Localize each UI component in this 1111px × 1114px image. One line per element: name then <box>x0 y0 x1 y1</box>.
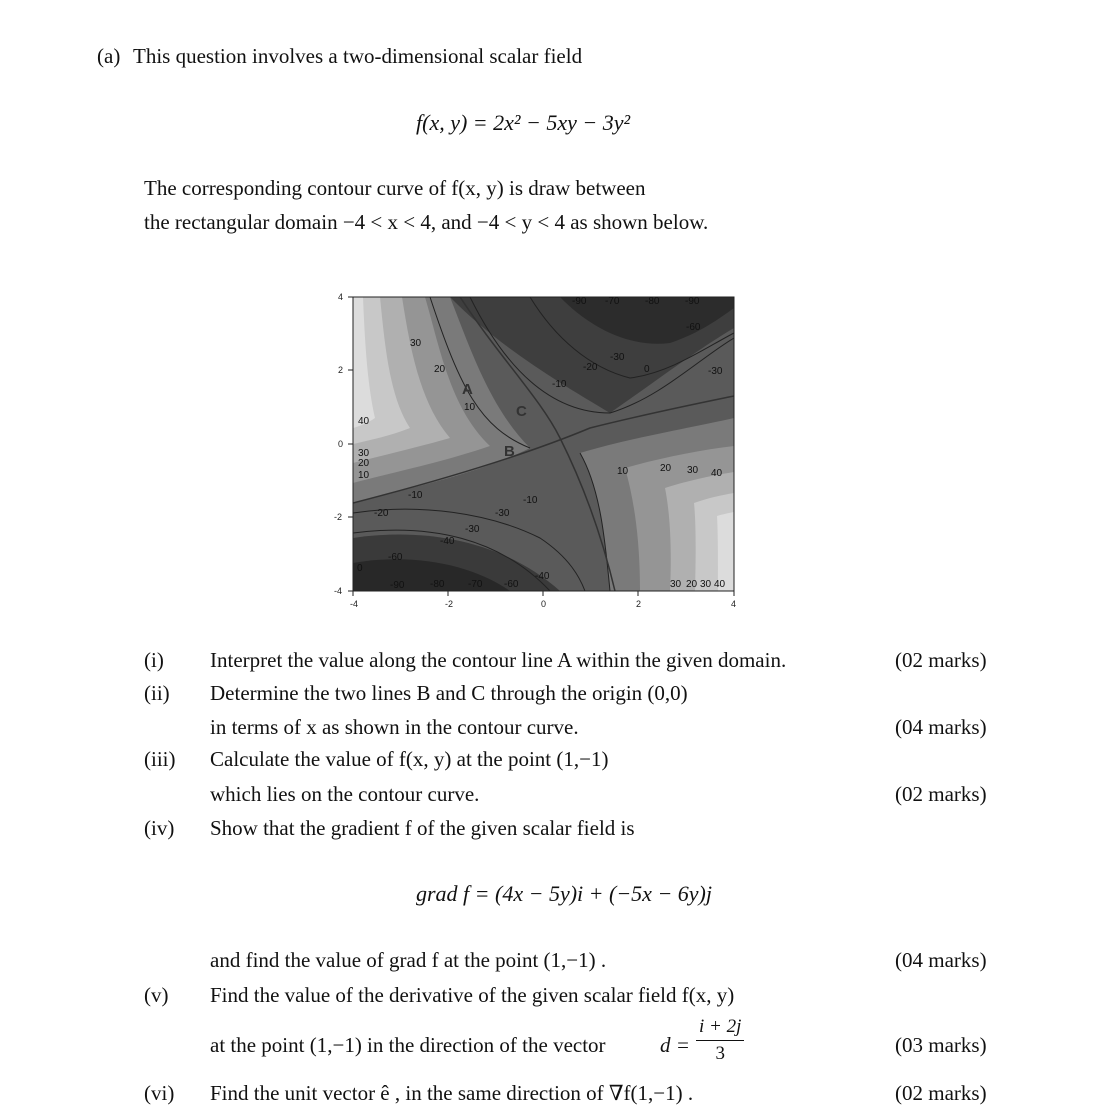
q4-marks: (04 marks) <box>895 948 987 972</box>
contour-label: -20 <box>583 362 598 373</box>
label-b: B <box>504 443 515 460</box>
contour-label: 10 <box>358 470 370 481</box>
contour-label: 20 <box>434 364 446 375</box>
q5-text-1: Find the value of the derivative of the given scalar field f(x, y) <box>210 983 735 1007</box>
intro-line-1: The corresponding contour curve of f(x, y) is draw between <box>144 176 646 200</box>
contour-label: -60 <box>504 579 519 590</box>
contour-label: 30 <box>687 465 699 476</box>
contour-label: -90 <box>390 580 405 591</box>
q2-text-2: in terms of x as shown in the contour curve. <box>210 715 579 739</box>
fraction-denominator: 3 <box>715 1043 725 1064</box>
q1-text: Interpret the value along the contour line A within the given domain. <box>210 648 787 672</box>
contour-label: 10 <box>464 402 476 413</box>
contour-label: -30 <box>610 352 625 363</box>
label-a: A <box>462 381 473 398</box>
intro-text: This question involves a two-dimensional scalar field <box>133 44 583 68</box>
q6-text: Find the unit vector ê , in the same direction of ∇f(1,−1) . <box>210 1081 694 1105</box>
x-tick-label: -4 <box>350 599 359 609</box>
contour-label: -40 <box>440 536 455 547</box>
q5-marks: (03 marks) <box>895 1033 987 1057</box>
fraction-numerator: i + 2j <box>696 1016 744 1041</box>
q5-number: (v) <box>144 983 169 1007</box>
intro-line-2: the rectangular domain −4 < x < 4, and −4 < y < 4 as shown below. <box>144 210 709 234</box>
q4-text-2: and find the value of grad f at the point (1,−1) . <box>210 948 607 972</box>
contour-label: 0 <box>644 364 650 375</box>
contour-label: 20 <box>660 463 672 474</box>
contour-label: -20 <box>374 508 389 519</box>
y-tick-label: 0 <box>338 439 344 449</box>
q2-marks: (04 marks) <box>895 715 987 739</box>
y-tick-label: 4 <box>338 292 344 302</box>
contour-label: -60 <box>686 322 701 333</box>
contour-label: -70 <box>468 579 483 590</box>
y-tick-label: -4 <box>334 586 343 596</box>
contour-label: -90 <box>685 296 700 307</box>
contour-label: -70 <box>605 296 620 307</box>
q3-text-2: which lies on the contour curve. <box>210 782 480 806</box>
contour-label: -10 <box>523 495 538 506</box>
contour-plot <box>330 288 750 613</box>
contour-label: 20 <box>686 579 698 590</box>
contour-label: 0 <box>357 563 363 574</box>
q4-number: (iv) <box>144 816 175 840</box>
q2-number: (ii) <box>144 681 170 705</box>
part-label: (a) <box>97 44 121 68</box>
contour-label: -60 <box>388 552 403 563</box>
q4-text-1: Show that the gradient f of the given scalar field is <box>210 816 635 840</box>
q2-text-1: Determine the two lines B and C through the origin (0,0) <box>210 681 688 705</box>
q3-number: (iii) <box>144 747 176 771</box>
y-tick-label: -2 <box>334 512 343 522</box>
contour-label: 40 <box>714 579 726 590</box>
contour-label: -90 <box>572 296 587 307</box>
contour-label: 30 <box>410 338 422 349</box>
contour-label: 40 <box>358 416 370 427</box>
q1-number: (i) <box>144 648 164 672</box>
contour-label: -30 <box>495 508 510 519</box>
contour-label: -10 <box>408 490 423 501</box>
field-equation: f(x, y) = 2x² − 5xy − 3y² <box>416 110 631 135</box>
y-tick-label: 2 <box>338 365 344 375</box>
direction-fraction <box>696 1016 744 1065</box>
q6-marks: (02 marks) <box>895 1081 987 1105</box>
q3-text-1: Calculate the value of f(x, y) at the point (1,−1) <box>210 747 609 771</box>
q6-number: (vi) <box>144 1081 175 1105</box>
x-tick-label: 4 <box>731 599 737 609</box>
contour-label: -80 <box>430 579 445 590</box>
x-tick-label: -2 <box>445 599 454 609</box>
contour-label: -30 <box>465 524 480 535</box>
q1-marks: (02 marks) <box>895 648 987 672</box>
contour-label: -40 <box>535 571 550 582</box>
contour-label: 10 <box>617 466 629 477</box>
contour-label: 20 <box>358 458 370 469</box>
x-tick-labels <box>350 599 736 609</box>
q5-text-2: at the point (1,−1) in the direction of the vector <box>210 1033 606 1057</box>
q3-marks: (02 marks) <box>895 782 987 806</box>
label-c: C <box>516 403 527 420</box>
contour-label: 30 <box>670 579 682 590</box>
contour-label: 40 <box>711 468 723 479</box>
vector-d: d = <box>660 1033 690 1057</box>
contour-label: -80 <box>645 296 660 307</box>
contour-label: 30 <box>700 579 712 590</box>
contour-label: -10 <box>552 379 567 390</box>
contour-label: 30 <box>358 448 370 459</box>
contour-label: -30 <box>708 366 723 377</box>
gradient-equation: grad f = (4x − 5y)i + (−5x − 6y)j <box>416 881 712 906</box>
x-tick-label: 2 <box>636 599 642 609</box>
y-tick-labels <box>334 292 343 596</box>
x-tick-label: 0 <box>541 599 547 609</box>
